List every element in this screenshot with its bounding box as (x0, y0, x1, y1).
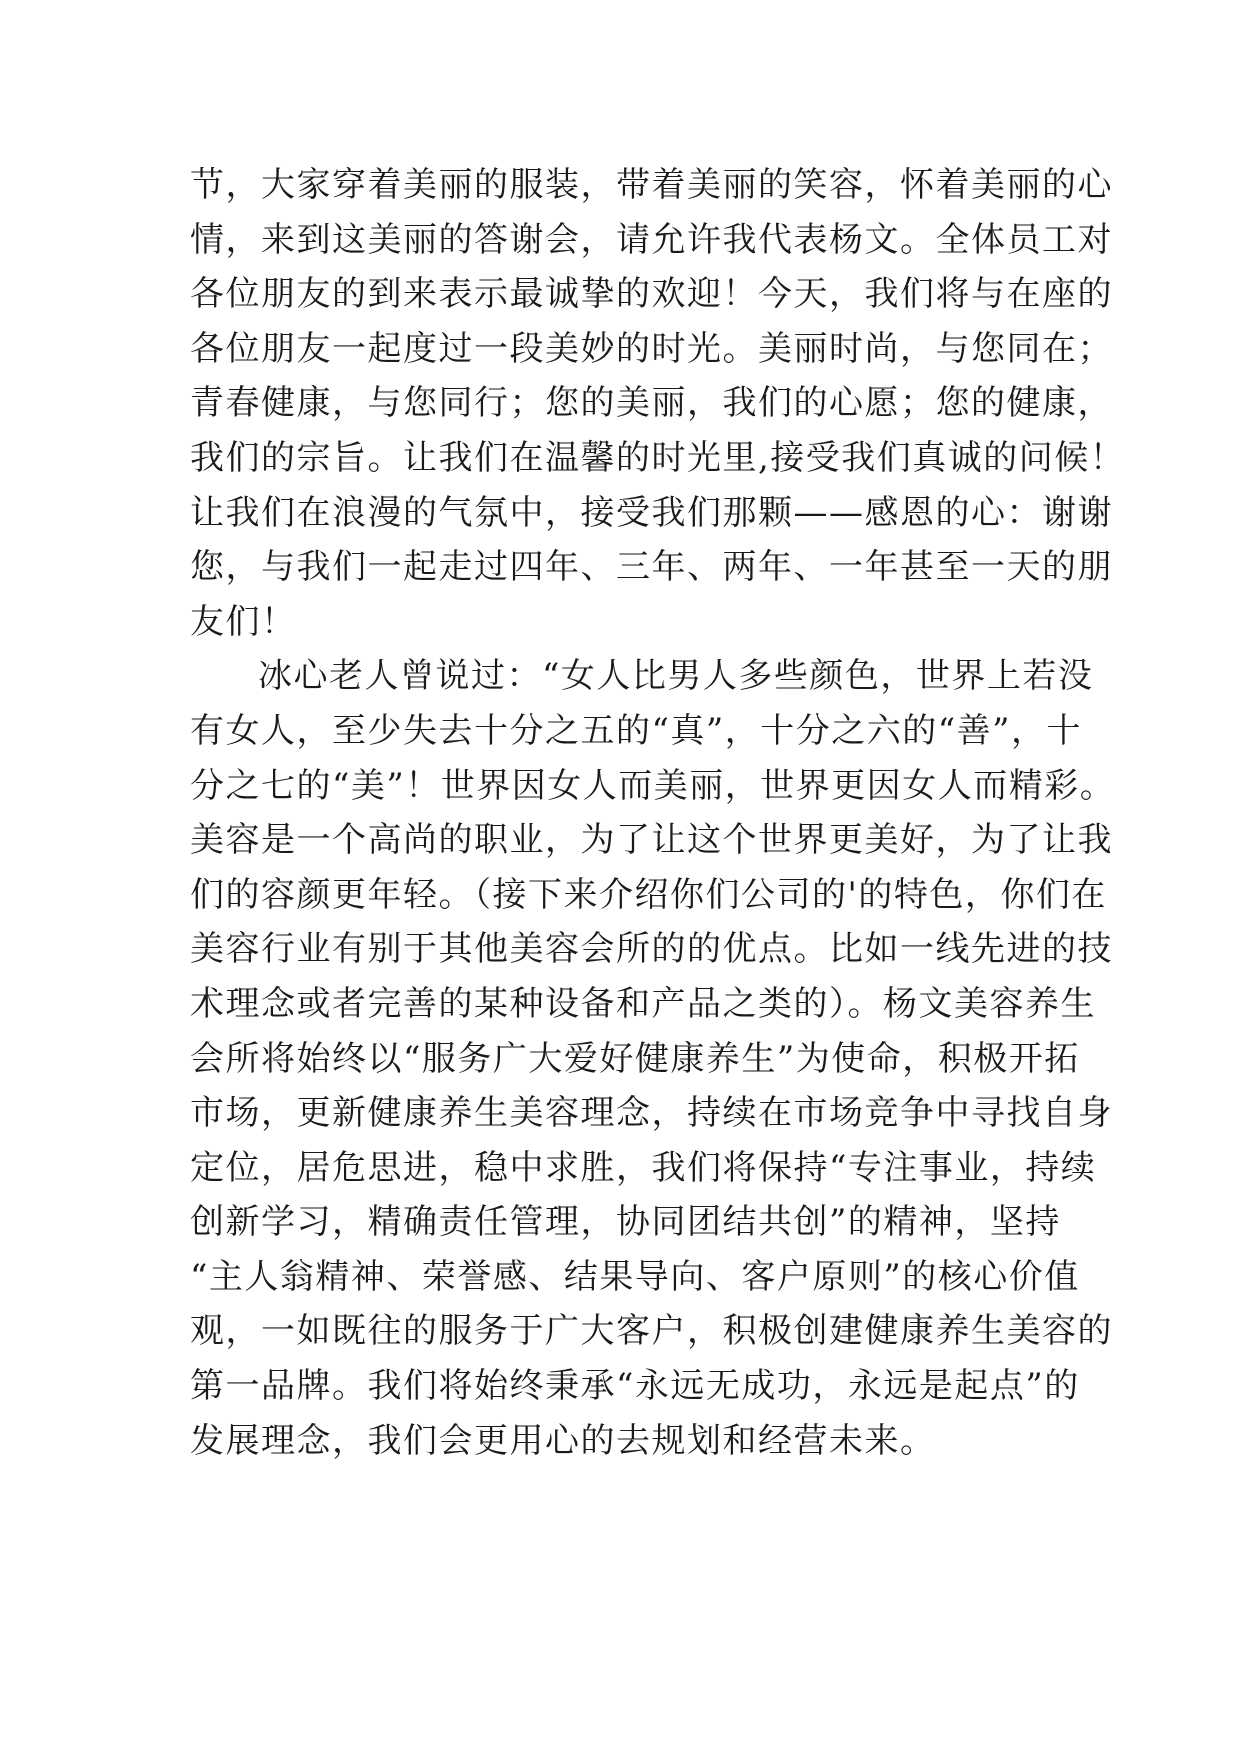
text-line: 第一品牌。我们将始终秉承“永远无成功，永远是起点”的 (190, 1366, 1080, 1407)
text-line: 美容是一个高尚的职业，为了让这个世界更美好，为了让我 (190, 820, 1113, 861)
paragraph-2 (190, 649, 1116, 1468)
text-line: 创新学习，精确责任管理，协同团结共创”的精神，坚持 (190, 1202, 1061, 1243)
text-line: 青春健康，与您同行；您的美丽，我们的心愿；您的健康， (190, 383, 1113, 424)
text-line: 定位，居危思进，稳中求胜，我们将保持“专注事业，持续 (190, 1147, 1097, 1188)
text-line: 让我们在浪漫的气氛中，接受我们那颗——感恩的心：谢谢 (190, 492, 1113, 533)
text-line: 各位朋友的到来表示最诚挚的欢迎！今天，我们将与在座的 (190, 274, 1113, 315)
text-line: 发展理念，我们会更用心的去规划和经营未来。 (190, 1420, 936, 1461)
text-line: 有女人，至少失去十分之五的“真”，十分之六的“善”，十 (190, 710, 1083, 751)
text-line: 我们的宗旨。让我们在温馨的时光里,接受我们真诚的问候！ (190, 437, 1126, 478)
text-line: 分之七的“美”！世界因女人而美丽，世界更因女人而精彩。 (190, 765, 1116, 806)
body-text (190, 158, 1126, 1468)
text-line: 术理念或者完善的某种设备和产品之类的）。杨文美容养生 (190, 983, 1096, 1024)
paragraph-1 (190, 158, 1126, 649)
text-line: 观，一如既往的服务于广大客户，积极创建健康养生美容的 (190, 1311, 1113, 1352)
text-line: 各位朋友一起度过一段美妙的时光。美丽时尚，与您同在； (190, 328, 1113, 369)
text-line: 节，大家穿着美丽的服装，带着美丽的笑容，怀着美丽的心 (190, 165, 1113, 205)
text-line: 会所将始终以“服务广大爱好健康养生”为使命，积极开拓 (190, 1038, 1080, 1079)
text-line: 情，来到这美丽的答谢会，请允许我代表杨文。全体员工对 (190, 219, 1113, 260)
text-line: 友们！ (190, 601, 297, 642)
text-line: 您，与我们一起走过四年、三年、两年、一年甚至一天的朋 (190, 547, 1113, 588)
text-line: 美容行业有别于其他美容会所的的优点。比如一线先进的技 (190, 929, 1113, 970)
text-line: “主人翁精神、荣誉感、结果导向、客户原则”的核心价值 (190, 1256, 1080, 1297)
text-line: 市场，更新健康养生美容理念，持续在市场竞争中寻找自身 (190, 1093, 1113, 1134)
text-line: 们的容颜更年轻。（接下来介绍你们公司的'的特色，你们在 (190, 874, 1107, 915)
text-line: 冰心老人曾说过：“女人比男人多些颜色，世界上若没 (258, 656, 1094, 697)
